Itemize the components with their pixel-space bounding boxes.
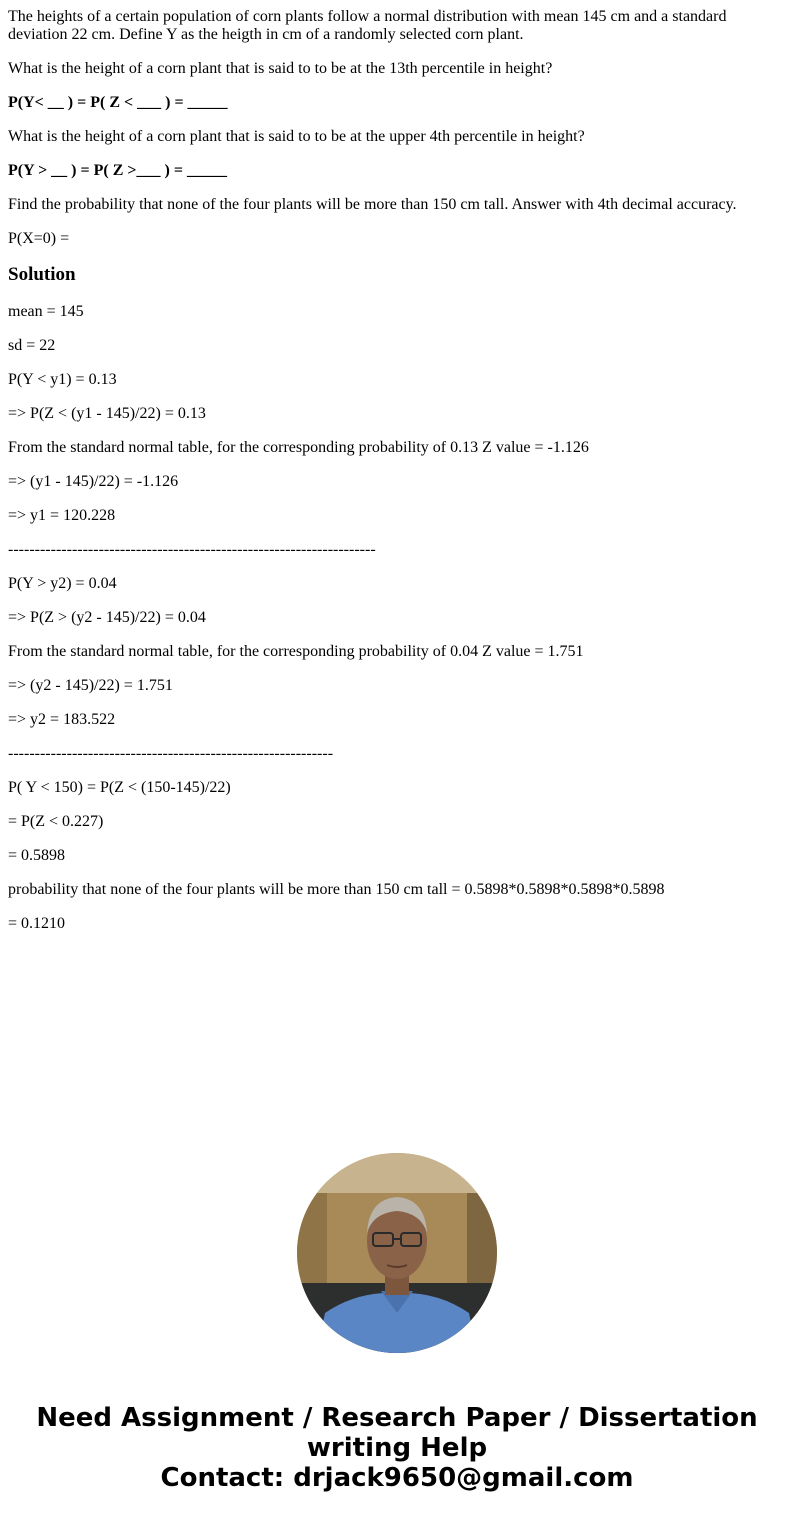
solution-line: P( Y < 150) = P(Z < (150-145)/22) — [8, 779, 231, 796]
solution-line: P(Y < y1) = 0.13 — [8, 371, 117, 388]
solution-line: mean = 145 — [8, 303, 84, 320]
question-2: What is the height of a corn plant that is said to to be at the upper 4th percentile in height? — [8, 128, 585, 145]
solution-line: probability that none of the four plants will be more than 150 cm tall = 0.5898*0.5898*0.5898*0.5898 — [8, 881, 665, 898]
solution-line: From the standard normal table, for the corresponding probability of 0.13 Z value = -1.126 — [8, 439, 589, 456]
author-avatar — [297, 1153, 497, 1353]
solution-line: => P(Z > (y2 - 145)/22) = 0.04 — [8, 609, 206, 626]
question-1-formula: P(Y< __ ) = P( Z < ___ ) = _____ — [8, 94, 228, 111]
solution-line: = 0.5898 — [8, 847, 66, 864]
solution-line: => y1 = 120.228 — [8, 507, 116, 524]
question-intro: The heights of a certain population of corn plants follow a normal distribution with mean 145 cm and a standard deviation 22 cm. Define Y as the heigth in cm of a randomly selected corn plant. — [8, 8, 727, 43]
question-3-formula: P(X=0) = — [8, 230, 70, 247]
question-2-formula: P(Y > __ ) = P( Z >___ ) = _____ — [8, 162, 227, 179]
solution-line: = 0.1210 — [8, 915, 66, 932]
footer-line-1: Need Assignment / Research Paper / Dissertation — [36, 1403, 758, 1433]
separator-line: --------------------------------------------------------------------- — [8, 541, 376, 558]
document-body — [8, 8, 786, 949]
question-1: What is the height of a corn plant that is said to to be at the 13th percentile in height? — [8, 60, 553, 77]
solution-line: P(Y > y2) = 0.04 — [8, 575, 117, 592]
solution-line: => P(Z < (y1 - 145)/22) = 0.13 — [8, 405, 206, 422]
footer-contact — [0, 1403, 794, 1493]
solution-heading: Solution — [8, 264, 76, 285]
solution-line: From the standard normal table, for the corresponding probability of 0.04 Z value = 1.751 — [8, 643, 584, 660]
footer-line-2: writing Help — [306, 1433, 488, 1463]
solution-line: => (y2 - 145)/22) = 1.751 — [8, 677, 173, 694]
solution-line: = P(Z < 0.227) — [8, 813, 104, 830]
solution-line: => y2 = 183.522 — [8, 711, 116, 728]
solution-line: sd = 22 — [8, 337, 56, 354]
separator-line: ------------------------------------------------------------- — [8, 745, 334, 762]
footer-contact-email: Contact: drjack9650@gmail.com — [160, 1463, 634, 1493]
solution-line: => (y1 - 145)/22) = -1.126 — [8, 473, 179, 490]
person-portrait-icon — [297, 1153, 497, 1353]
question-3: Find the probability that none of the four plants will be more than 150 cm tall. Answer with 4th decimal accuracy. — [8, 196, 737, 213]
